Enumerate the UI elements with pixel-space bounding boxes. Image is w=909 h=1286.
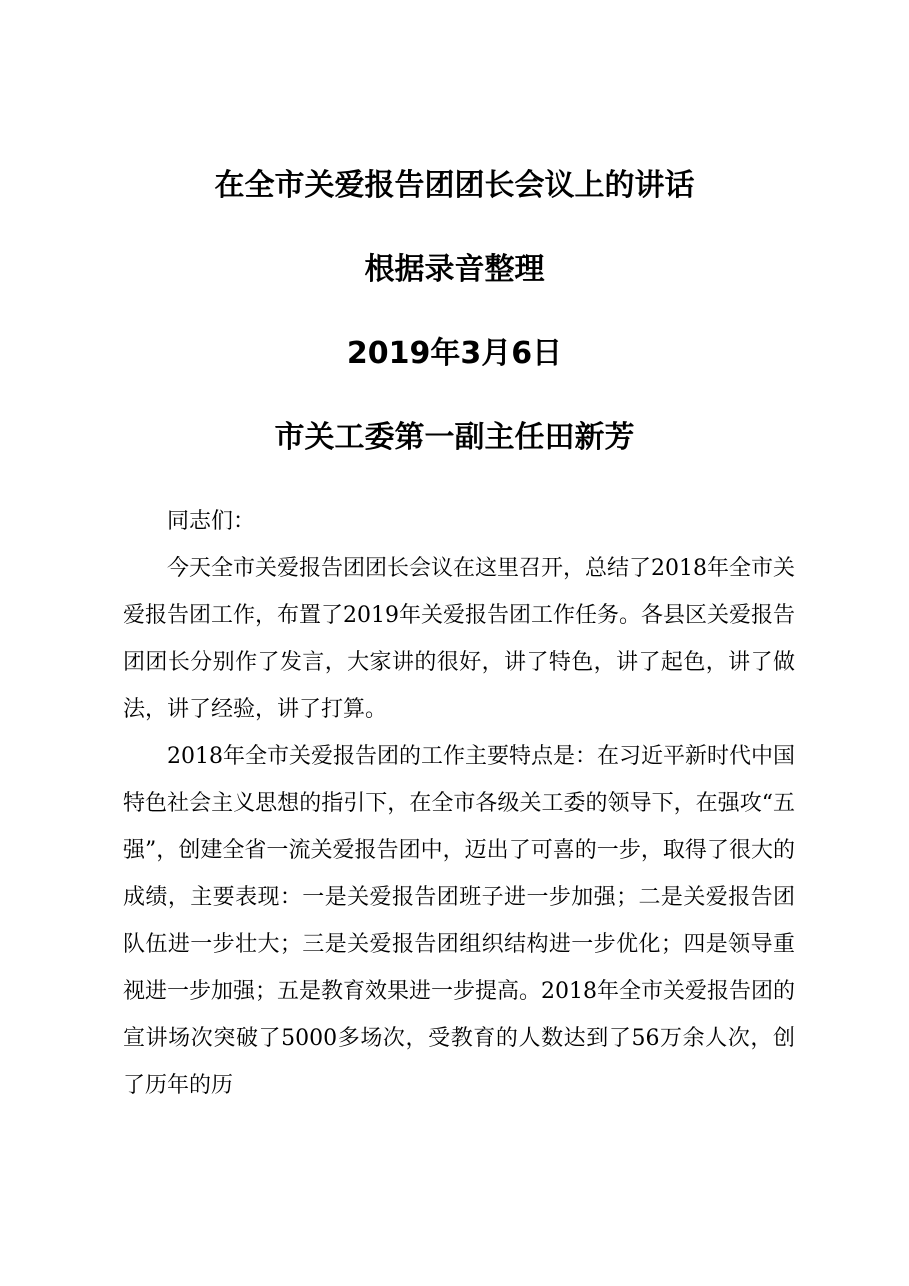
document-date: 2019年3月6日 — [346, 336, 563, 371]
body-paragraph-1: 今天全市关爱报告团团长会议在这里召开，总结了2018年全市关爱报告团工作，布置了2019年关爱报告团工作任务。各县区关爱报告团团长分别作了发言，大家讲的很好，讲了特色，讲了起色，讲了做法，讲了经验，讲了打算。 — [123, 556, 795, 722]
document-speaker: 市关工委第一副主任田新芳 — [274, 420, 635, 455]
document-title: 在全市关爱报告团团长会议上的讲话 — [214, 168, 695, 203]
document-subtitle: 根据录音整理 — [364, 252, 545, 287]
greeting-line: 同志们： — [167, 509, 256, 534]
body-paragraph-2: 2018年全市关爱报告团的工作主要特点是：在习近平新时代中国特色社会主义思想的指引下，在全市各级关工委的领导下，在强攻“五强”，创建全省一流关爱报告团中，迈出了可喜的一步，取得了很大的成绩，主要表现：一是关爱报告团班子进一步加强；二是关爱报告团队伍进一步壮大；三是关爱报告团组织结构进一步优化；四是领导重视进一步加强；五是教育效果进一步提高。2018年全市关爱报告团的宣讲场次突破了5000多场次，受教育的人数达到了56万余人次，创了历年的历 — [123, 744, 795, 1098]
